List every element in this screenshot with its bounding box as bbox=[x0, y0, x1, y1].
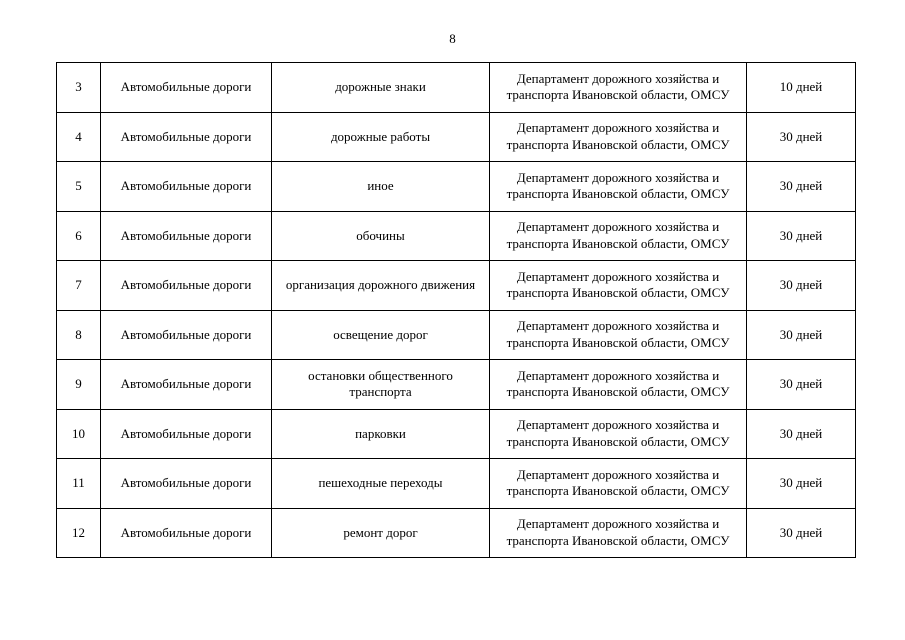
subject-cell: организация дорожного движения bbox=[272, 261, 490, 311]
table-row bbox=[57, 508, 856, 558]
subject-cell: парковки bbox=[272, 409, 490, 459]
category-cell: Автомобильные дороги bbox=[101, 261, 272, 311]
table-row bbox=[57, 112, 856, 162]
row-number: 11 bbox=[57, 459, 101, 509]
category-cell: Автомобильные дороги bbox=[101, 211, 272, 261]
department-cell: Департамент дорожного хозяйства и транспорта Ивановской области, ОМСУ bbox=[490, 63, 747, 113]
table-row bbox=[57, 409, 856, 459]
table-row bbox=[57, 261, 856, 311]
row-number: 7 bbox=[57, 261, 101, 311]
category-cell: Автомобильные дороги bbox=[101, 310, 272, 360]
term-cell: 30 дней bbox=[747, 409, 856, 459]
department-cell: Департамент дорожного хозяйства и транспорта Ивановской области, ОМСУ bbox=[490, 162, 747, 212]
subject-cell: остановки общественного транспорта bbox=[272, 360, 490, 410]
department-cell: Департамент дорожного хозяйства и транспорта Ивановской области, ОМСУ bbox=[490, 360, 747, 410]
department-cell: Департамент дорожного хозяйства и транспорта Ивановской области, ОМСУ bbox=[490, 211, 747, 261]
table-row bbox=[57, 360, 856, 410]
subject-cell: пешеходные переходы bbox=[272, 459, 490, 509]
category-cell: Автомобильные дороги bbox=[101, 162, 272, 212]
category-cell: Автомобильные дороги bbox=[101, 112, 272, 162]
term-cell: 30 дней bbox=[747, 211, 856, 261]
category-cell: Автомобильные дороги bbox=[101, 360, 272, 410]
category-cell: Автомобильные дороги bbox=[101, 508, 272, 558]
term-cell: 30 дней bbox=[747, 261, 856, 311]
row-number: 8 bbox=[57, 310, 101, 360]
subject-cell: освещение дорог bbox=[272, 310, 490, 360]
subject-cell: дорожные знаки bbox=[272, 63, 490, 113]
table-row bbox=[57, 459, 856, 509]
term-cell: 30 дней bbox=[747, 459, 856, 509]
category-cell: Автомобильные дороги bbox=[101, 459, 272, 509]
table-row bbox=[57, 310, 856, 360]
subject-cell: иное bbox=[272, 162, 490, 212]
row-number: 4 bbox=[57, 112, 101, 162]
row-number: 5 bbox=[57, 162, 101, 212]
category-cell: Автомобильные дороги bbox=[101, 409, 272, 459]
subject-cell: дорожные работы bbox=[272, 112, 490, 162]
row-number: 9 bbox=[57, 360, 101, 410]
term-cell: 30 дней bbox=[747, 310, 856, 360]
term-cell: 30 дней bbox=[747, 112, 856, 162]
row-number: 10 bbox=[57, 409, 101, 459]
category-cell: Автомобильные дороги bbox=[101, 63, 272, 113]
department-cell: Департамент дорожного хозяйства и транспорта Ивановской области, ОМСУ bbox=[490, 310, 747, 360]
department-cell: Департамент дорожного хозяйства и транспорта Ивановской области, ОМСУ bbox=[490, 409, 747, 459]
department-cell: Департамент дорожного хозяйства и транспорта Ивановской области, ОМСУ bbox=[490, 261, 747, 311]
term-cell: 30 дней bbox=[747, 508, 856, 558]
department-cell: Департамент дорожного хозяйства и транспорта Ивановской области, ОМСУ bbox=[490, 459, 747, 509]
document-table bbox=[56, 62, 856, 558]
table-row bbox=[57, 162, 856, 212]
subject-cell: обочины bbox=[272, 211, 490, 261]
department-cell: Департамент дорожного хозяйства и транспорта Ивановской области, ОМСУ bbox=[490, 508, 747, 558]
subject-cell: ремонт дорог bbox=[272, 508, 490, 558]
table-row bbox=[57, 211, 856, 261]
term-cell: 30 дней bbox=[747, 360, 856, 410]
table-row bbox=[57, 63, 856, 113]
term-cell: 10 дней bbox=[747, 63, 856, 113]
term-cell: 30 дней bbox=[747, 162, 856, 212]
page-number: 8 bbox=[449, 31, 456, 46]
row-number: 3 bbox=[57, 63, 101, 113]
row-number: 12 bbox=[57, 508, 101, 558]
department-cell: Департамент дорожного хозяйства и транспорта Ивановской области, ОМСУ bbox=[490, 112, 747, 162]
row-number: 6 bbox=[57, 211, 101, 261]
